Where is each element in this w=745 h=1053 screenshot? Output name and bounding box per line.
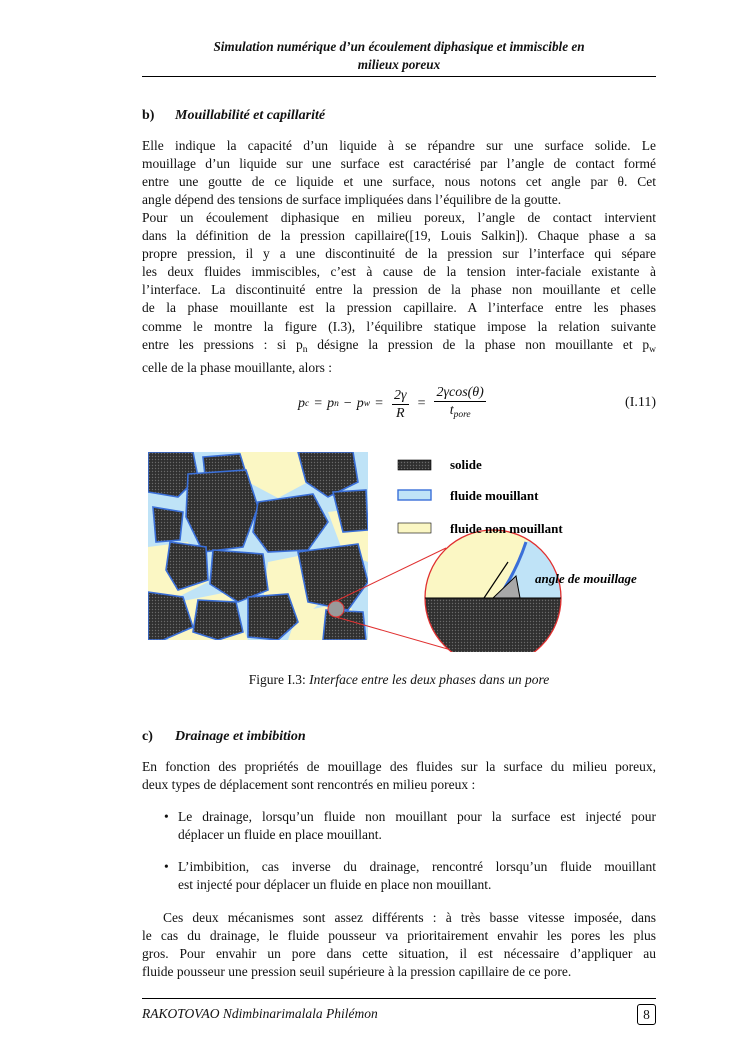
text-fragment: désigne la pression de la phase non mouillante et p bbox=[307, 336, 650, 352]
bullet-glyph: • bbox=[164, 809, 169, 824]
eq-subscript: pore bbox=[453, 410, 471, 420]
text-fragment: entre les pressions : si p bbox=[142, 336, 303, 352]
eq-denominator: R bbox=[396, 405, 405, 421]
text-line: les deux fluides immiscibles, c’est à cause de la tension inter-faciale existante à bbox=[142, 264, 656, 280]
header-line-1: Simulation numérique d’un écoulement diphasique et immiscible en bbox=[213, 39, 585, 54]
text-line: entre une goutte de ce liquide et une surface, nous notons cet angle par θ. Cet bbox=[142, 174, 656, 190]
text-line: En fonction des propriétés de mouillage des fluides sur la surface du milieu poreux, bbox=[142, 759, 656, 774]
figure-pore-interface bbox=[148, 452, 668, 652]
section-b-paragraph-1 bbox=[142, 137, 656, 209]
text-line: de la phase mouillante est la pression capillaire. A l’interface entre les phases bbox=[142, 300, 656, 316]
section-b-number: b) bbox=[142, 108, 155, 123]
section-c-intro bbox=[142, 758, 656, 794]
section-c-closing bbox=[142, 909, 656, 981]
header-line-2: milieux poreux bbox=[357, 57, 441, 72]
zoom-magnified-view bbox=[418, 522, 578, 652]
eq-subscript: c bbox=[305, 399, 310, 409]
eq-operator: = bbox=[314, 396, 323, 411]
eq-subscript: n bbox=[334, 399, 339, 409]
running-header bbox=[142, 38, 656, 74]
zoom-source-circle bbox=[328, 601, 344, 617]
section-c-heading bbox=[142, 729, 306, 745]
equation-body bbox=[298, 384, 490, 424]
eq-operator: − bbox=[343, 396, 352, 411]
section-b-title: Mouillabilité et capillarité bbox=[175, 108, 326, 123]
text-line: gros. Pour envahir un pore dans cette situation, il est nécessaire d’appliquer au bbox=[142, 946, 656, 962]
text-line: mouillage d’un liquide sur une surface est caractérisé par l’angle de contact formé bbox=[142, 156, 656, 172]
eq-symbol: p bbox=[356, 396, 364, 411]
subscript: w bbox=[649, 344, 656, 355]
text-line: L’imbibition, cas inverse du drainage, rencontré lorsqu’un fluide mouillant bbox=[178, 859, 656, 874]
eq-fraction-1 bbox=[392, 387, 409, 422]
porous-medium-image bbox=[148, 452, 368, 640]
eq-symbol: p bbox=[327, 396, 335, 411]
text-line: Pour un écoulement diphasique en milieu poreux, l’angle de contact intervient bbox=[142, 210, 656, 225]
legend-label-wetting: fluide mouillant bbox=[450, 488, 539, 503]
section-b-heading bbox=[142, 108, 325, 124]
text-line: celle de la phase mouillante, alors : bbox=[142, 359, 333, 375]
caption-label: Figure I.3: bbox=[248, 672, 306, 687]
text-line-pressures bbox=[142, 336, 656, 359]
eq-subscript: w bbox=[363, 399, 371, 409]
equation-capillary-pressure bbox=[142, 384, 656, 424]
footer-rule bbox=[142, 998, 656, 999]
text-line: le cas du drainage, le fluide pousseur va prioritairement envahir les pores les plus bbox=[142, 928, 656, 944]
caption-text: Interface entre les deux phases dans un pore bbox=[309, 672, 550, 687]
bullet-glyph: • bbox=[164, 859, 169, 874]
page-number: 8 bbox=[637, 1004, 656, 1025]
header-rule bbox=[142, 76, 656, 77]
text-line: deux types de déplacement sont rencontrés en milieu poreux : bbox=[142, 777, 476, 793]
eq-symbol: t bbox=[449, 403, 454, 418]
eq-operator: = bbox=[417, 396, 426, 411]
annotation-contact-angle: angle de mouillage bbox=[535, 571, 637, 586]
text-line: comme le montre la figure (I.3), l’équilibre statique impose la relation suivante bbox=[142, 318, 656, 334]
section-b-paragraph-2 bbox=[142, 209, 656, 377]
eq-operator: = bbox=[375, 396, 384, 411]
subscript: n bbox=[302, 344, 308, 355]
section-c-title: Drainage et imbibition bbox=[175, 729, 306, 744]
footer-author: RAKOTOVAO Ndimbinarimalala Philémon bbox=[142, 1006, 378, 1021]
text-line: Elle indique la capacité d’un liquide à se répandre sur une surface solide. Le bbox=[142, 138, 656, 153]
eq-denominator bbox=[450, 402, 471, 424]
figure-caption bbox=[142, 672, 656, 688]
legend-label-solid: solide bbox=[450, 457, 482, 472]
text-line: dans la définition de la pression capillaire([19, Louis Salkin]). Chaque phase a sa bbox=[142, 228, 656, 244]
text-line: fluide pousseur une pression seuil supérieure à la pression capillaire de ce pore. bbox=[142, 964, 572, 980]
section-c-number: c) bbox=[142, 729, 153, 744]
figure-legend bbox=[398, 457, 563, 536]
list-item-text bbox=[178, 858, 656, 894]
text-line: déplacer un fluide en place mouillant. bbox=[178, 827, 382, 843]
text-line: Ces deux mécanismes sont assez différents : à très basse vitesse imposée, dans bbox=[163, 910, 656, 925]
eq-fraction-2 bbox=[434, 384, 485, 424]
legend-swatch-non-wetting bbox=[398, 523, 431, 533]
eq-symbol: p bbox=[298, 396, 305, 411]
text-line: Le drainage, lorsqu’un fluide non mouillant pour la surface est injecté pour bbox=[178, 809, 656, 824]
text-line: propre pression, il y a une discontinuité de la pression sur l’interface qui sépare bbox=[142, 246, 656, 262]
legend-swatch-solid bbox=[398, 460, 431, 470]
text-line: est injecté pour déplacer un fluide en place non mouillant. bbox=[178, 877, 492, 893]
legend-swatch-wetting bbox=[398, 490, 431, 500]
legend-label-non-wetting: fluide non mouillant bbox=[450, 521, 563, 536]
list-item-text bbox=[178, 808, 656, 844]
equation-number: (I.11) bbox=[625, 395, 656, 410]
eq-numerator: 2γ bbox=[394, 387, 407, 403]
text-line: l’interface. La discontinuité entre la pression de la phase non mouillante et celle bbox=[142, 282, 656, 298]
text-line: angle dépend des tensions de surface impliquées dans l’équilibre de la goutte. bbox=[142, 192, 562, 208]
eq-numerator: 2γcos(θ) bbox=[436, 385, 484, 400]
